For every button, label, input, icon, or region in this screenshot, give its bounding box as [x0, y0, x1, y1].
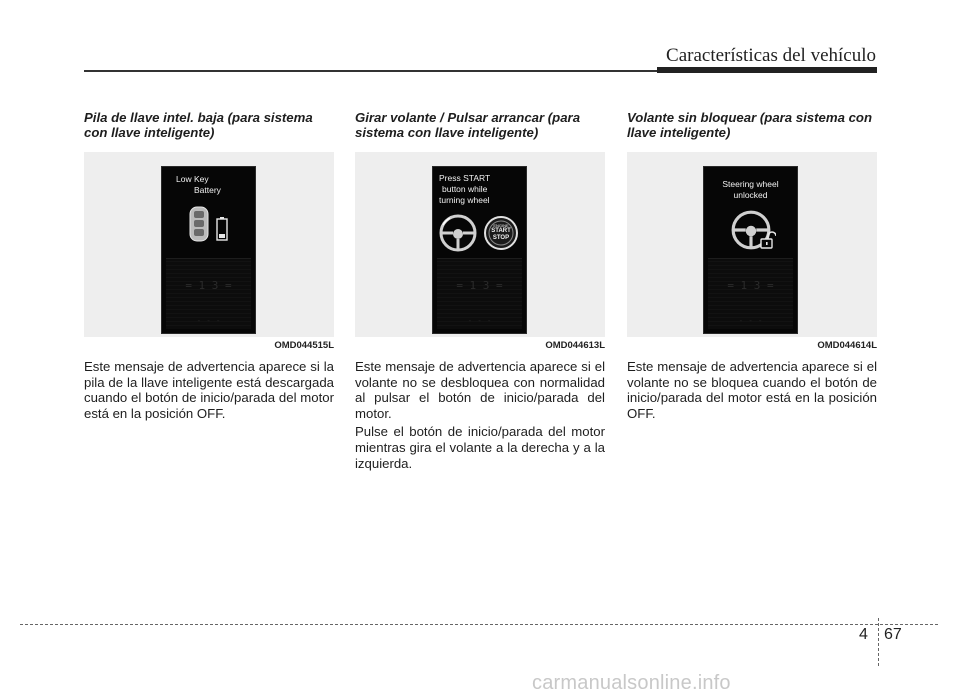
body-paragraph: Este mensaje de advertencia aparece si el volante no se bloquea cuando el botón de inicio/parada del motor está en la posición OFF.: [627, 359, 877, 421]
odometer-ghost: - - -: [738, 316, 763, 325]
start-button-label: START: [491, 228, 511, 234]
screen-line: button while: [442, 184, 488, 194]
page-header-title: Características del vehículo: [666, 45, 876, 66]
display-lower-area: [708, 258, 793, 329]
battery-icon: [216, 217, 228, 241]
screen-line: Steering wheel: [722, 179, 779, 189]
header-rule: [84, 70, 657, 72]
screen-line: Low Key: [176, 174, 209, 184]
steering-wheel-icon: [438, 213, 478, 253]
header-rule-accent: [657, 67, 877, 73]
figure-turn-wheel-press-start: [355, 152, 605, 351]
screen-line: turning wheel: [439, 195, 490, 205]
cluster-display: [432, 166, 527, 334]
screen-line: unlocked: [733, 190, 768, 200]
figure-steering-unlocked: [627, 152, 877, 351]
figure-code: OMD044614L: [817, 340, 877, 351]
unlocked-padlock-icon: [760, 231, 776, 249]
odometer-ghost: - - -: [467, 316, 492, 325]
cluster-display: [703, 166, 798, 334]
figure-low-key-battery: [84, 152, 334, 351]
figure-code: OMD044515L: [274, 340, 334, 351]
body-paragraph: Pulse el botón de inicio/parada del motor mientras gira el volante a la derecha y a la izquierda.: [355, 424, 605, 471]
screen-line: Press START: [439, 173, 491, 183]
body-paragraph: Este mensaje de advertencia aparece si la pila de la llave inteligente está descargada cuando el botón de inicio/parada del motor está en la posición OFF.: [84, 359, 334, 421]
figure-code: OMD044613L: [545, 340, 605, 351]
cluster-display: [161, 166, 256, 334]
display-lower-area: [437, 258, 522, 329]
chapter-number: 4: [859, 626, 868, 643]
start-button-label: STOP: [492, 235, 510, 241]
odometer-ghost: = 1 3 =: [727, 279, 774, 292]
screen-line: Battery: [194, 185, 221, 195]
body-paragraph: Este mensaje de advertencia aparece si el volante no se desbloquea con normalidad al pulsar el botón de inicio/parada del motor.: [355, 359, 605, 421]
section-low-key-battery: [84, 110, 334, 421]
footer-divider: [20, 624, 938, 625]
odometer-ghost: = 1 3 =: [185, 279, 232, 292]
section-turn-wheel-press-start: [355, 110, 605, 471]
section-title: Pila de llave intel. baja (para sistema con llave inteligente): [84, 110, 313, 140]
odometer-ghost: = 1 3 =: [456, 279, 503, 292]
watermark: carmanualsonline.info: [532, 672, 731, 694]
odometer-ghost: - - -: [196, 316, 221, 325]
footer-vertical-divider: [878, 618, 879, 666]
start-button-label: ENGINE: [493, 223, 509, 228]
page-number: 67: [884, 626, 902, 643]
display-lower-area: [166, 258, 251, 329]
section-steering-unlocked: [627, 110, 877, 421]
section-title: Volante sin bloquear (para sistema con llave inteligente): [627, 110, 873, 140]
section-title: Girar volante / Pulsar arrancar (para sistema con llave inteligente): [355, 110, 581, 140]
